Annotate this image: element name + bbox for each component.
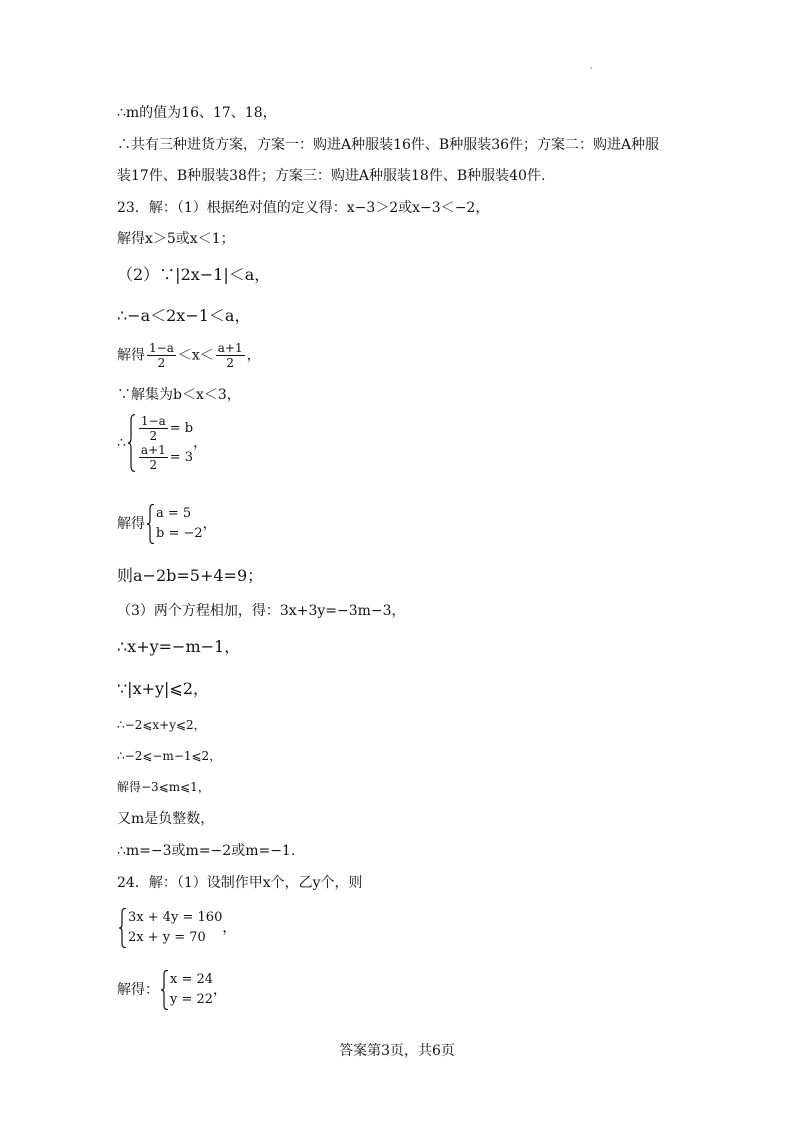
inequality: ＜x＜ xyxy=(177,347,214,364)
text-line: ∴−2⩽x+y⩽2， xyxy=(117,718,206,732)
math-line-fractions: 解得 $\frac{1-a}{2}$ ＜x＜ $\frac{a+1}{2}$ ， xyxy=(117,341,261,370)
fraction: $\frac{a+1}{2}$ xyxy=(217,341,243,370)
fraction: $\frac{1-a}{2}$ xyxy=(149,341,174,370)
text-line: ∴x+y=−m−1， xyxy=(117,637,241,656)
system-brace-block: x = 24 y = 22 xyxy=(161,970,213,1010)
text-line: 解得−3⩽m⩽1， xyxy=(117,780,210,794)
equation-system: 解得 a = 5 b = −2 ， xyxy=(117,504,217,544)
text-line: ∴m的值为16、17、18， xyxy=(117,105,277,121)
system-brace-block: $\frac{1-a}{2}$ = b $\frac{a+1}{2}$ = 3 xyxy=(128,414,193,472)
text-line: ∴−2⩽−m−1⩽2， xyxy=(117,749,222,763)
text-line: ∵解集为b＜x＜3， xyxy=(117,387,241,403)
brace-icon xyxy=(147,504,155,544)
problem-23-heading: 23．解：（1）根据绝对值的定义得：x−3＞2或x−3＜−2， xyxy=(117,200,490,216)
text-line: （3）两个方程相加，得：3x+3y=−3m−3， xyxy=(117,603,406,619)
system-brace-block: 3x + 4y = 160 2x + y = 70 xyxy=(119,908,222,948)
text-line: ∵|x+y|⩽2， xyxy=(117,679,210,698)
text-line: 装17件、B种服装38件；方案三：购进A种服装18件、B种服装40件. xyxy=(117,168,546,184)
text-line: ∴共有三种进货方案，方案一：购进A种服装16件、B种服装36件；方案二：购进A种服 xyxy=(117,137,660,153)
brace-icon xyxy=(161,970,169,1010)
page-footer: 答案第3页，共6页 xyxy=(339,1043,455,1059)
text-line: ∴−a＜2x−1＜a， xyxy=(117,306,251,325)
label: 解得 xyxy=(117,347,145,364)
brace-icon xyxy=(119,908,127,948)
text-line: 又m是负整数， xyxy=(117,811,215,827)
text-line: 解得x＞5或x＜1； xyxy=(117,231,235,247)
brace-icon xyxy=(128,414,136,472)
scan-speck xyxy=(590,67,592,69)
problem-24-heading: 24．解：（1）设制作甲x个，乙y个，则 xyxy=(117,875,363,891)
equation-system: 3x + 4y = 160 2x + y = 70 ， xyxy=(117,908,236,948)
equation-system: ∴ $\frac{1-a}{2}$ = b $\frac{a+1}{2}$ = 3 ， xyxy=(117,414,208,472)
text-line: （2）∵|2x−1|＜a， xyxy=(117,265,271,284)
equation-system: 解得： x = 24 y = 22 ， xyxy=(117,970,227,1010)
system-brace-block: a = 5 b = −2 xyxy=(147,504,203,544)
text-line: ∴m=−3或m=−2或m=−1. xyxy=(117,843,296,859)
text-line: 则a−2b=5+4=9； xyxy=(117,566,264,585)
